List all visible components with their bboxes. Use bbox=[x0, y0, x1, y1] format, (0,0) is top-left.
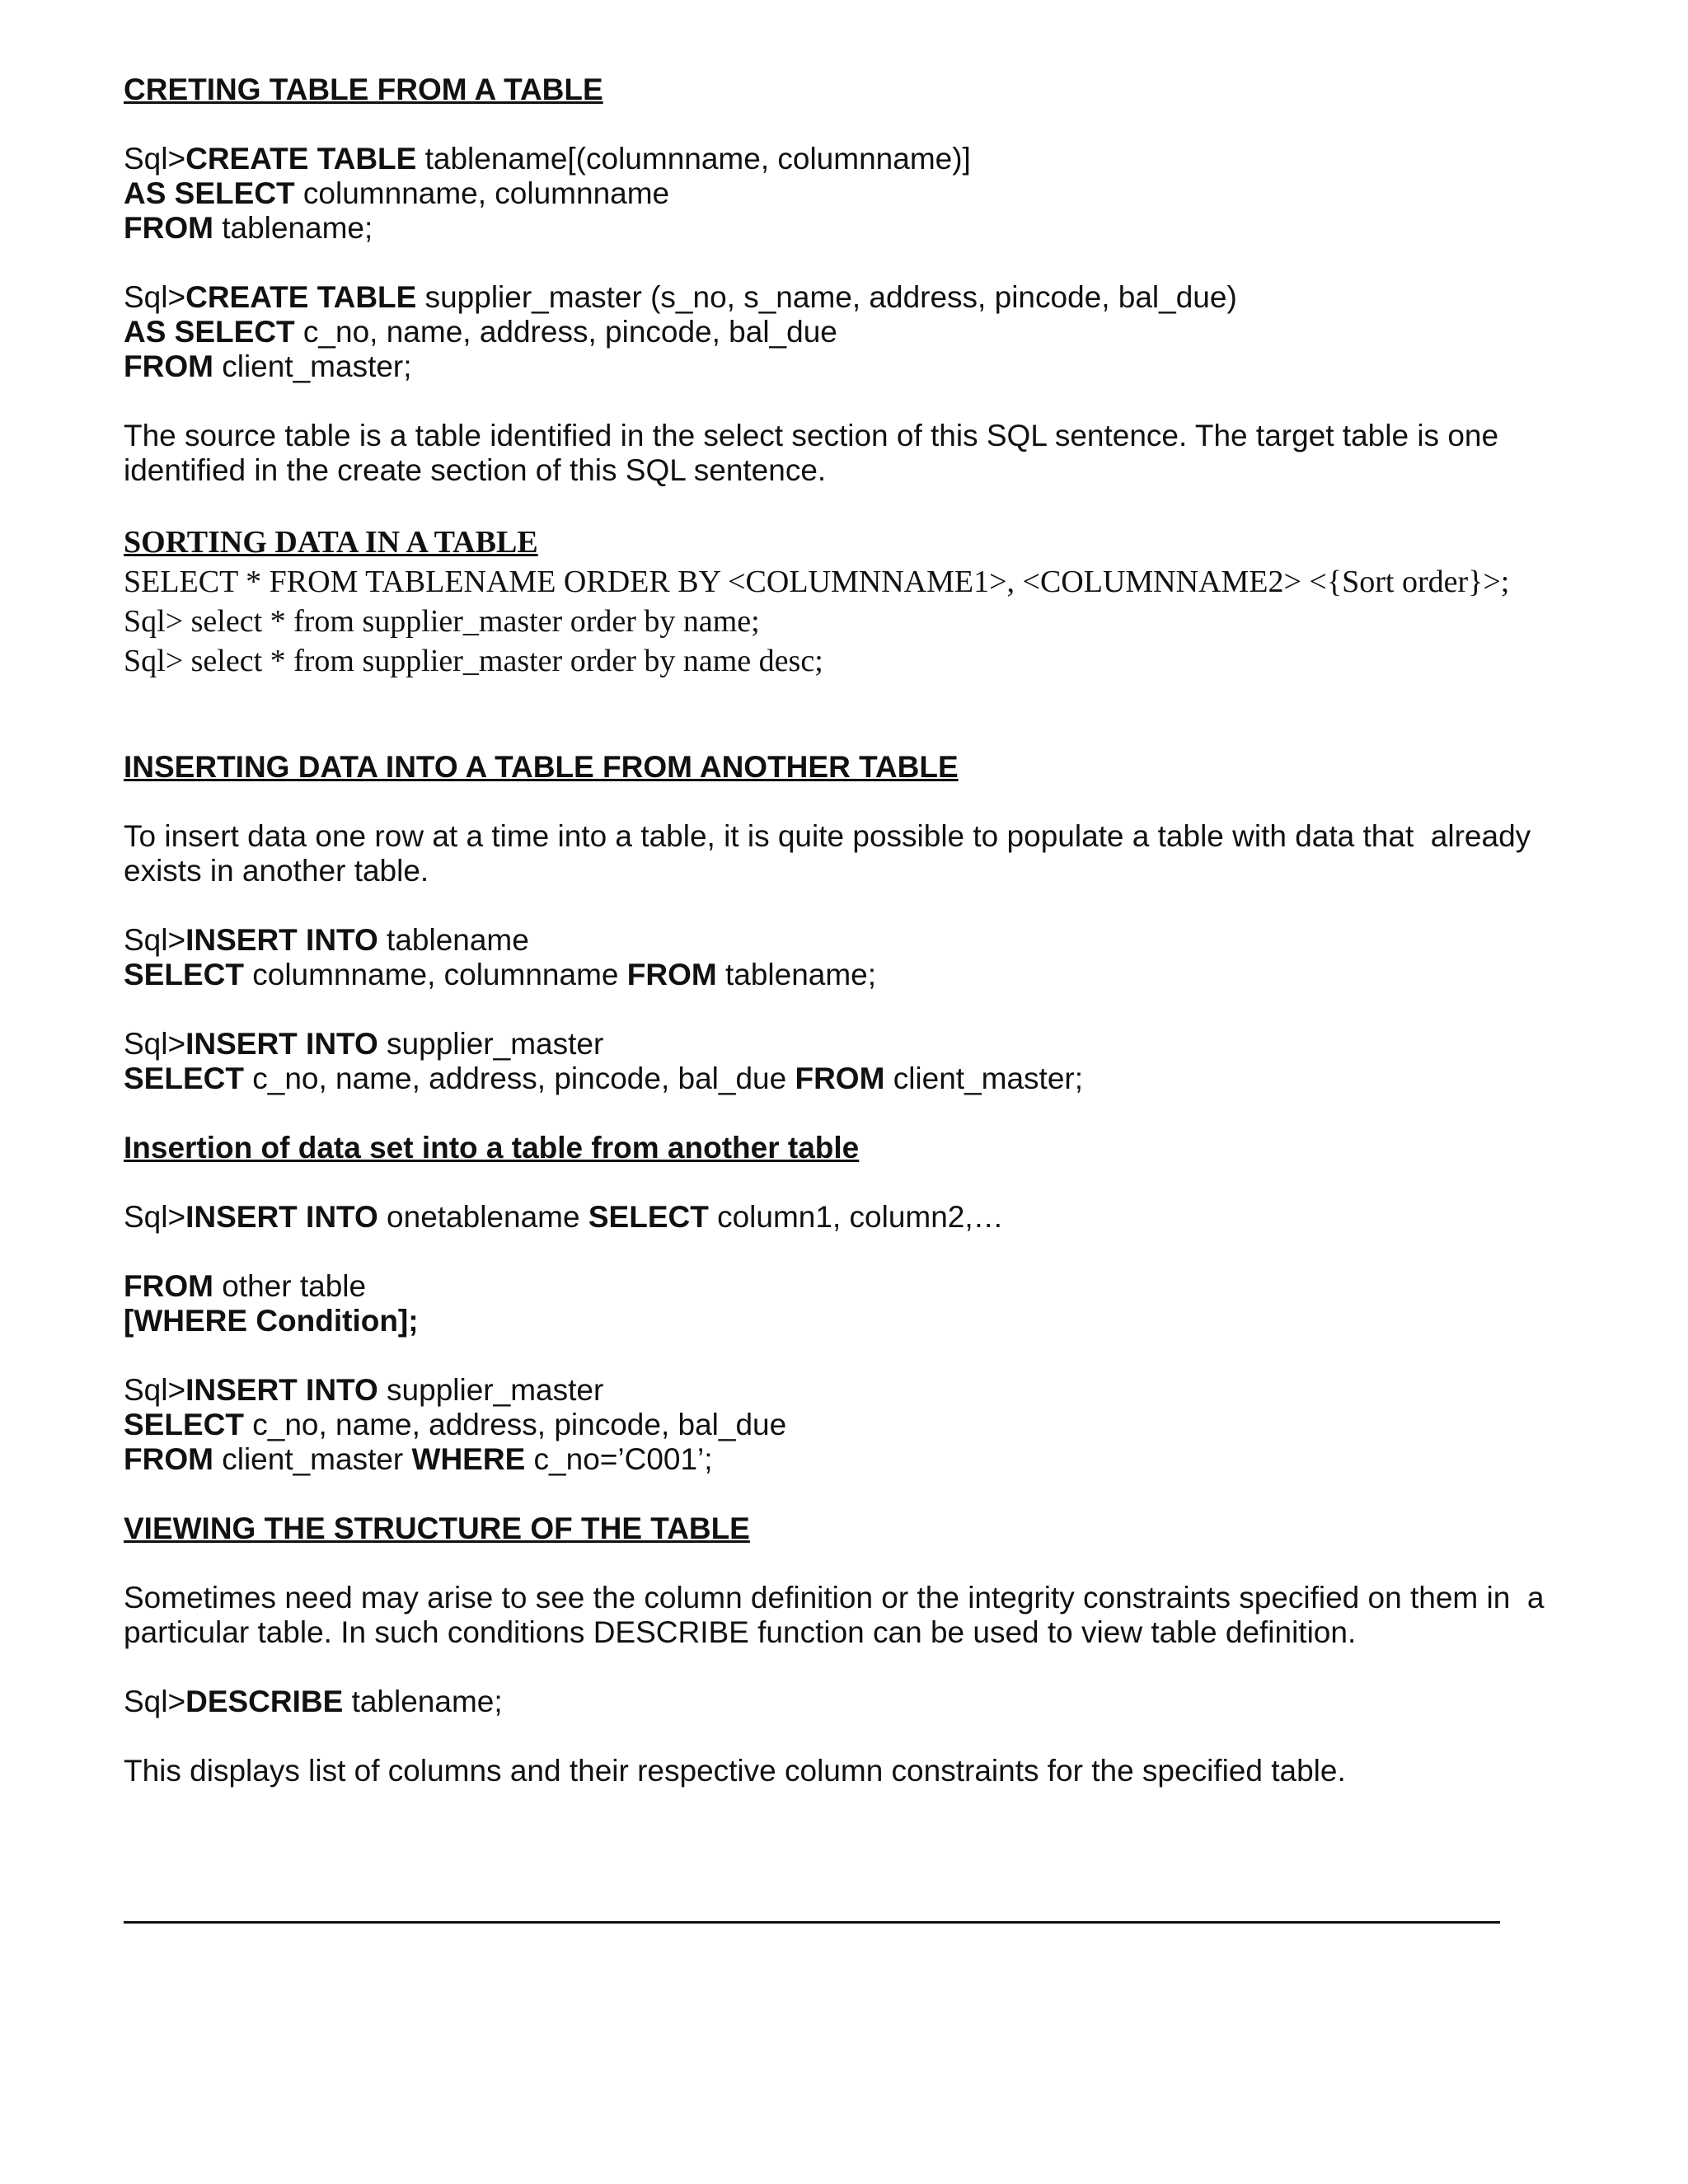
example-line bbox=[124, 349, 1624, 384]
prompt-text: Sql> bbox=[124, 923, 186, 957]
sql-text: c_no, name, address, pincode, bal_due bbox=[243, 1408, 787, 1441]
sql-keyword: INSERT INTO bbox=[185, 923, 378, 957]
sql-keyword: INSERT INTO bbox=[185, 1200, 378, 1234]
syntax-line bbox=[124, 1200, 1624, 1235]
sql-keyword: INSERT INTO bbox=[185, 1027, 378, 1061]
paragraph-line: This displays list of columns and their respective column constraints for the specified table. bbox=[124, 1754, 1346, 1788]
sql-keyword: SELECT bbox=[124, 1408, 244, 1441]
example-line bbox=[124, 1062, 1624, 1096]
sql-keyword: SELECT bbox=[124, 958, 244, 991]
paragraph-line: exists in another table. bbox=[124, 854, 429, 888]
sql-text: client_master; bbox=[884, 1062, 1084, 1095]
section-heading-create-from-table: CRETING TABLE FROM A TABLE bbox=[124, 73, 603, 106]
prompt-text: Sql> bbox=[124, 280, 186, 314]
paragraph-line: particular table. In such conditions DESCRIBE function can be used to view table definition. bbox=[124, 1615, 1357, 1649]
syntax-line bbox=[124, 142, 1624, 176]
paragraph-line: identified in the create section of this SQL sentence. bbox=[124, 453, 827, 487]
sql-text: column1, column2,… bbox=[708, 1200, 1004, 1234]
example-line bbox=[124, 1373, 1624, 1408]
paragraph-line: To insert data one row at a time into a table, it is quite possible to populate a table with data that already bbox=[124, 819, 1531, 853]
sql-keyword: FROM bbox=[124, 1269, 213, 1303]
serif-line: SELECT * FROM TABLENAME ORDER BY <COLUMNNAME1>, <COLUMNNAME2> <{Sort order}>; bbox=[124, 565, 1510, 599]
sql-text: columnname, columnname bbox=[243, 958, 627, 991]
prompt-text: Sql> bbox=[124, 1200, 186, 1234]
sql-keyword: FROM bbox=[124, 349, 213, 383]
section-heading-viewing: VIEWING THE STRUCTURE OF THE TABLE bbox=[124, 1511, 750, 1545]
sql-text: c_no, name, address, pincode, bal_due bbox=[243, 1062, 795, 1095]
sql-text: supplier_master (s_no, s_name, address, pincode, bal_due) bbox=[416, 280, 1237, 314]
document-page bbox=[124, 73, 1624, 1788]
serif-line: Sql> select * from supplier_master order by name desc; bbox=[124, 644, 823, 678]
syntax-line bbox=[124, 211, 1624, 246]
sql-keyword: DESCRIBE bbox=[185, 1685, 344, 1718]
sql-keyword: SELECT bbox=[588, 1200, 709, 1234]
syntax-line bbox=[124, 1269, 1624, 1304]
syntax-line bbox=[124, 958, 1624, 992]
sql-text: onetablename bbox=[377, 1200, 588, 1234]
sql-keyword: FROM bbox=[124, 1442, 213, 1476]
sql-keyword: FROM bbox=[124, 211, 213, 245]
horizontal-rule bbox=[124, 1921, 1500, 1924]
paragraph-line: Sometimes need may arise to see the column definition or the integrity constraints specified on them in a bbox=[124, 1581, 1545, 1615]
sql-text: tablename; bbox=[213, 211, 373, 245]
sql-keyword: INSERT INTO bbox=[185, 1373, 378, 1407]
sql-text: client_master bbox=[213, 1442, 412, 1476]
sql-text: tablename; bbox=[343, 1685, 503, 1718]
sql-text: other table bbox=[213, 1269, 367, 1303]
paragraph-line: The source table is a table identified in the select section of this SQL sentence. The target table is one bbox=[124, 419, 1499, 452]
sql-keyword: FROM bbox=[795, 1062, 885, 1095]
section-heading-sorting: SORTING DATA IN A TABLE bbox=[124, 525, 538, 560]
example-line bbox=[124, 315, 1624, 349]
section-heading-insertion-dataset: Insertion of data set into a table from another table bbox=[124, 1131, 860, 1165]
example-line bbox=[124, 1408, 1624, 1442]
describe-command bbox=[124, 1685, 1624, 1719]
sql-keyword: CREATE TABLE bbox=[185, 280, 417, 314]
sql-text: supplier_master bbox=[377, 1027, 604, 1061]
sql-text: supplier_master bbox=[377, 1373, 604, 1407]
sql-keyword: AS SELECT bbox=[124, 176, 295, 210]
where-clause: [WHERE Condition]; bbox=[124, 1304, 419, 1338]
prompt-text: Sql> bbox=[124, 1373, 186, 1407]
serif-line: Sql> select * from supplier_master order by name; bbox=[124, 604, 760, 639]
sql-text: tablename bbox=[377, 923, 529, 957]
sql-keyword: SELECT bbox=[124, 1062, 244, 1095]
sql-keyword: AS SELECT bbox=[124, 315, 295, 349]
sql-text: columnname, columnname bbox=[294, 176, 670, 210]
example-line bbox=[124, 1027, 1624, 1062]
prompt-text: Sql> bbox=[124, 142, 186, 176]
prompt-text: Sql> bbox=[124, 1027, 186, 1061]
syntax-line bbox=[124, 923, 1624, 958]
syntax-line bbox=[124, 176, 1624, 211]
sql-keyword: WHERE bbox=[411, 1442, 526, 1476]
sql-text: tablename; bbox=[716, 958, 877, 991]
section-heading-inserting: INSERTING DATA INTO A TABLE FROM ANOTHER TABLE bbox=[124, 750, 959, 784]
example-line bbox=[124, 280, 1624, 315]
prompt-text: Sql> bbox=[124, 1685, 186, 1718]
sql-text: client_master; bbox=[213, 349, 412, 383]
sql-text: tablename[(columnname, columnname)] bbox=[416, 142, 971, 176]
sql-keyword: CREATE TABLE bbox=[185, 142, 417, 176]
sql-text: c_no, name, address, pincode, bal_due bbox=[294, 315, 837, 349]
example-line bbox=[124, 1442, 1624, 1477]
sql-text: c_no=’C001’; bbox=[525, 1442, 713, 1476]
sql-keyword: FROM bbox=[626, 958, 717, 991]
